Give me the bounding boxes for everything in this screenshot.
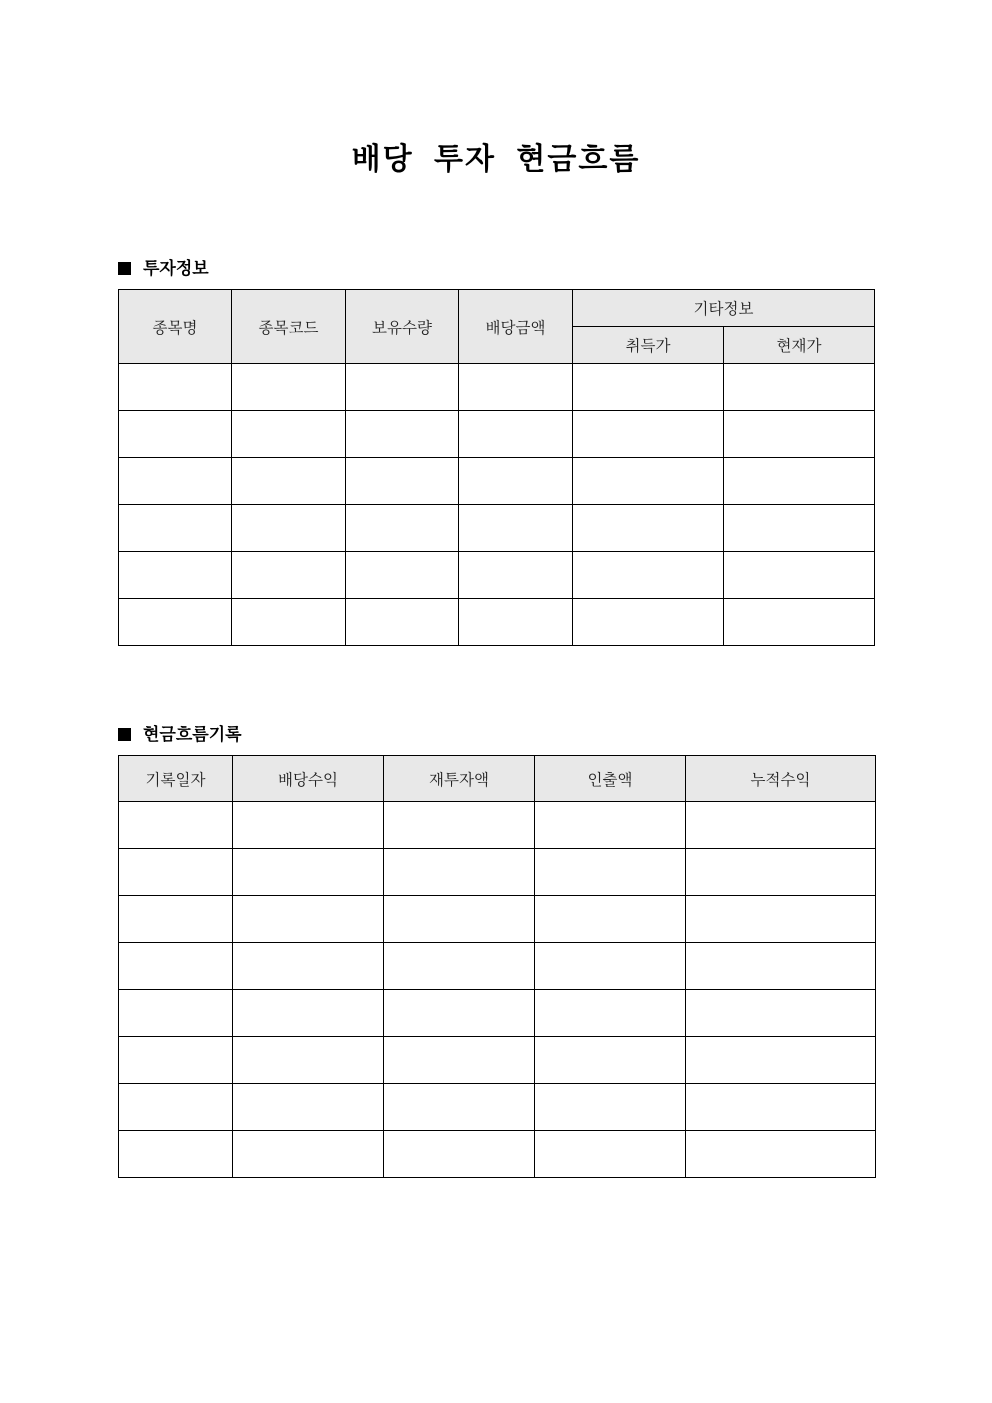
table-cell[interactable] bbox=[573, 364, 724, 411]
table-cell[interactable] bbox=[535, 1084, 686, 1131]
table-cell[interactable] bbox=[119, 990, 233, 1037]
table-cell[interactable] bbox=[459, 458, 573, 505]
table-cell[interactable] bbox=[232, 505, 346, 552]
header-acquisition-price: 취득가 bbox=[573, 327, 724, 364]
table-row bbox=[119, 990, 876, 1037]
table-cell[interactable] bbox=[686, 1131, 876, 1178]
table-cell[interactable] bbox=[119, 896, 233, 943]
table-cell[interactable] bbox=[686, 1037, 876, 1084]
header-record-date: 기록일자 bbox=[119, 756, 233, 802]
table-cell[interactable] bbox=[459, 364, 573, 411]
table-row bbox=[119, 411, 875, 458]
table-cell[interactable] bbox=[119, 802, 233, 849]
table-row bbox=[119, 1084, 876, 1131]
table-cell[interactable] bbox=[232, 552, 346, 599]
header-stock-code: 종목코드 bbox=[232, 290, 346, 364]
table-cell[interactable] bbox=[232, 411, 346, 458]
table-cell[interactable] bbox=[232, 458, 346, 505]
table-row bbox=[119, 1131, 876, 1178]
table-cell[interactable] bbox=[535, 1037, 686, 1084]
table-cell[interactable] bbox=[119, 1131, 233, 1178]
table-cell[interactable] bbox=[119, 849, 233, 896]
table-cell[interactable] bbox=[384, 943, 535, 990]
table-cell[interactable] bbox=[724, 411, 875, 458]
table-cell[interactable] bbox=[346, 364, 459, 411]
table-cell[interactable] bbox=[724, 505, 875, 552]
table-row bbox=[119, 943, 876, 990]
table-cell[interactable] bbox=[119, 364, 232, 411]
table-cell[interactable] bbox=[384, 1037, 535, 1084]
header-cumulative-income: 누적수익 bbox=[686, 756, 876, 802]
table-cell[interactable] bbox=[119, 599, 232, 646]
header-quantity: 보유수량 bbox=[346, 290, 459, 364]
table-cell[interactable] bbox=[119, 1084, 233, 1131]
table-cell[interactable] bbox=[119, 943, 233, 990]
table-cell[interactable] bbox=[119, 458, 232, 505]
table-cell[interactable] bbox=[384, 1131, 535, 1178]
table-cell[interactable] bbox=[232, 599, 346, 646]
table-cell[interactable] bbox=[346, 411, 459, 458]
table-cell[interactable] bbox=[346, 599, 459, 646]
table-cell[interactable] bbox=[573, 505, 724, 552]
table-cell[interactable] bbox=[233, 1037, 384, 1084]
table-cell[interactable] bbox=[384, 802, 535, 849]
square-bullet-icon bbox=[118, 262, 131, 275]
table-cell[interactable] bbox=[686, 943, 876, 990]
table-cell[interactable] bbox=[686, 990, 876, 1037]
table-row bbox=[119, 1037, 876, 1084]
section-heading-text: 현금흐름기록 bbox=[143, 725, 242, 745]
header-current-price: 현재가 bbox=[724, 327, 875, 364]
section-heading-investment bbox=[118, 254, 209, 279]
table-cell[interactable] bbox=[686, 896, 876, 943]
table-cell[interactable] bbox=[384, 896, 535, 943]
header-other-info: 기타정보 bbox=[573, 290, 875, 327]
table-cell[interactable] bbox=[232, 364, 346, 411]
table-row bbox=[119, 849, 876, 896]
table-cell[interactable] bbox=[346, 552, 459, 599]
table-cell[interactable] bbox=[459, 552, 573, 599]
table-cell[interactable] bbox=[119, 1037, 233, 1084]
table-cell[interactable] bbox=[233, 1131, 384, 1178]
table-cell[interactable] bbox=[724, 552, 875, 599]
table-cell[interactable] bbox=[535, 943, 686, 990]
table-row bbox=[119, 552, 875, 599]
table-cell[interactable] bbox=[459, 411, 573, 458]
square-bullet-icon bbox=[118, 728, 131, 741]
table-cell[interactable] bbox=[233, 896, 384, 943]
header-reinvestment: 재투자액 bbox=[384, 756, 535, 802]
table-row bbox=[119, 364, 875, 411]
table-cell[interactable] bbox=[233, 802, 384, 849]
table-cell[interactable] bbox=[724, 458, 875, 505]
table-cell[interactable] bbox=[535, 849, 686, 896]
header-withdrawal: 인출액 bbox=[535, 756, 686, 802]
cashflow-table bbox=[118, 755, 876, 1178]
table-row bbox=[119, 599, 875, 646]
table-cell[interactable] bbox=[724, 364, 875, 411]
table-cell[interactable] bbox=[686, 849, 876, 896]
header-stock-name: 종목명 bbox=[119, 290, 232, 364]
table-cell[interactable] bbox=[686, 1084, 876, 1131]
table-cell[interactable] bbox=[573, 599, 724, 646]
table-cell[interactable] bbox=[573, 411, 724, 458]
table-cell[interactable] bbox=[384, 849, 535, 896]
section-heading-cashflow bbox=[118, 720, 242, 745]
table-cell[interactable] bbox=[119, 411, 232, 458]
table-cell[interactable] bbox=[724, 599, 875, 646]
header-dividend-amount: 배당금액 bbox=[459, 290, 573, 364]
table-cell[interactable] bbox=[233, 943, 384, 990]
section-heading-text: 투자정보 bbox=[143, 259, 209, 279]
table-cell[interactable] bbox=[535, 1131, 686, 1178]
table-cell[interactable] bbox=[573, 552, 724, 599]
table-cell[interactable] bbox=[535, 990, 686, 1037]
table-cell[interactable] bbox=[459, 599, 573, 646]
table-cell[interactable] bbox=[535, 802, 686, 849]
table-cell[interactable] bbox=[686, 802, 876, 849]
table-cell[interactable] bbox=[233, 1084, 384, 1131]
table-cell[interactable] bbox=[233, 849, 384, 896]
table-cell[interactable] bbox=[346, 505, 459, 552]
table-cell[interactable] bbox=[459, 505, 573, 552]
table-cell[interactable] bbox=[346, 458, 459, 505]
table-cell[interactable] bbox=[233, 990, 384, 1037]
table-row bbox=[119, 505, 875, 552]
document-title: 배당 투자 현금흐름 bbox=[351, 142, 641, 177]
header-dividend-income: 배당수익 bbox=[233, 756, 384, 802]
table-cell[interactable] bbox=[573, 458, 724, 505]
table-cell[interactable] bbox=[119, 552, 232, 599]
table-cell[interactable] bbox=[384, 990, 535, 1037]
table-row bbox=[119, 802, 876, 849]
table-cell[interactable] bbox=[119, 505, 232, 552]
table-row bbox=[119, 896, 876, 943]
table-cell[interactable] bbox=[384, 1084, 535, 1131]
table-row bbox=[119, 458, 875, 505]
investment-table bbox=[118, 289, 875, 646]
table-cell[interactable] bbox=[535, 896, 686, 943]
